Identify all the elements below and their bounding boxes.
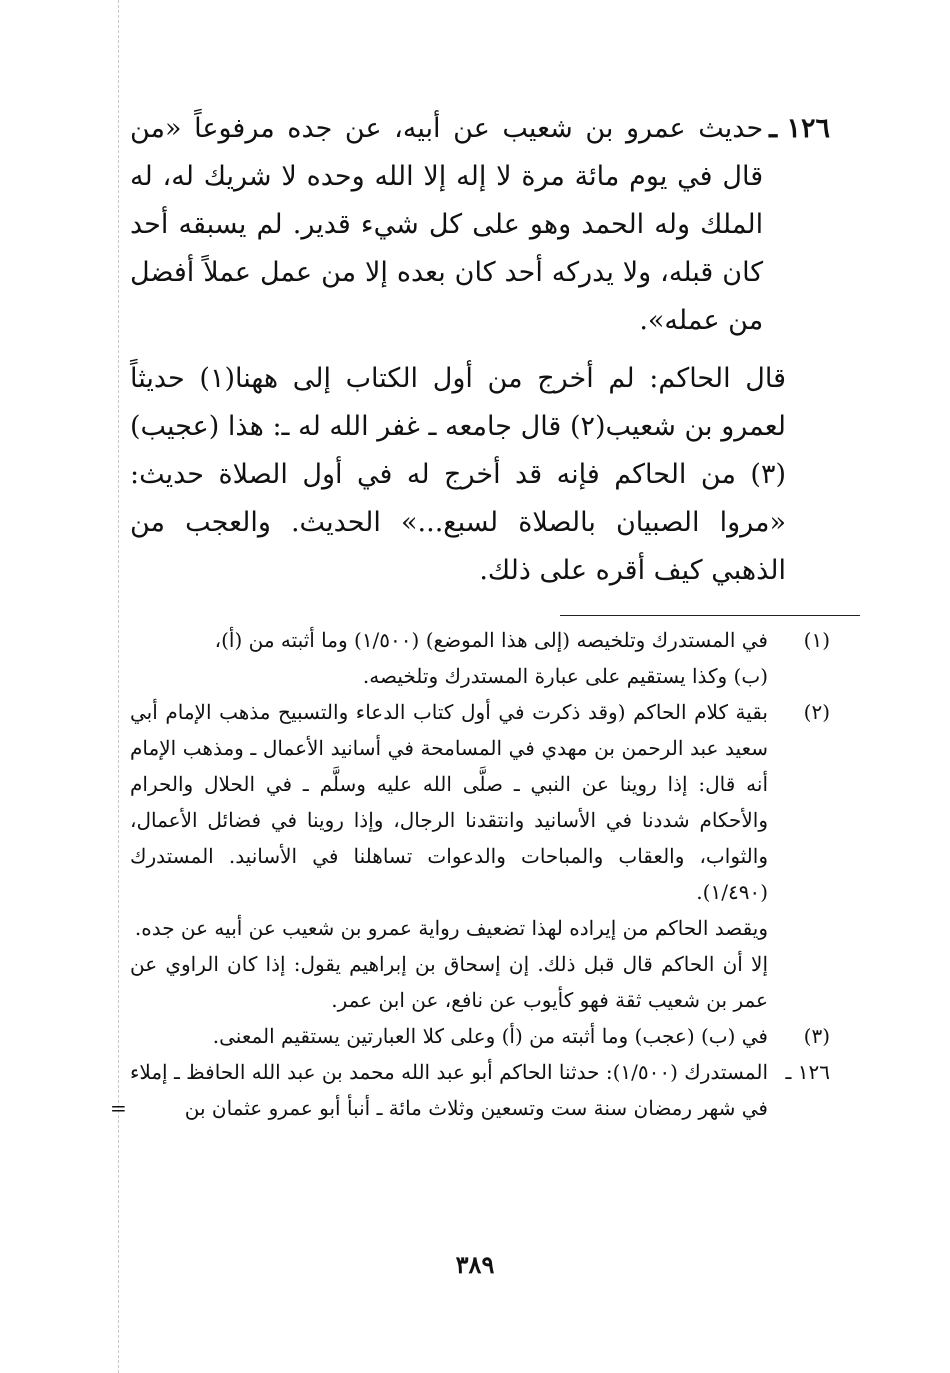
hadith-number: ١٢٦ ـ xyxy=(769,113,830,144)
book-page xyxy=(110,105,830,1126)
continuation-mark: = xyxy=(110,1096,127,1120)
source-line-2-wrap xyxy=(110,1090,830,1126)
footnote-number: (٢) xyxy=(803,700,830,724)
source-reference xyxy=(130,1054,830,1090)
footnote-body xyxy=(130,622,768,694)
footnote-line: (ب) وكذا يستقيم على عبارة المستدرك وتلخيصه. xyxy=(362,664,768,688)
footnote-2-continuation: ويقصد الحاكم من إيراده لهذا تضعيف رواية عمرو بن شعيب عن أبيه عن جده. xyxy=(134,916,768,940)
hadith-text: حديث عمرو بن شعيب عن أبيه، عن جده مرفوعاً «من قال في يوم مائة مرة لا إله إلا الله وحده لا شريك له، له الملك وله الحمد وهو على كل شيء قدير. لم يسبقه أحد كان قبله، ولا يدركه أحد كان بعده إلا من عمل عملاً أفضل من عمله». xyxy=(130,113,764,336)
page-number: ٣٨٩ xyxy=(455,1250,495,1279)
footnote-separator xyxy=(560,615,860,616)
source-line-2: في شهر رمضان سنة ست وتسعين وثلاث مائة ـ أنبأ أبو عمرو عثمان بن xyxy=(184,1096,768,1120)
footnote-separator-wrap xyxy=(130,595,830,622)
footnote-line: بقية كلام الحاكم (وقد ذكرت في أول كتاب الدعاء والتسبيح مذهب الإمام أبي سعيد عبد الرحمن بن مهدي في المسامحة في أسانيد الأعمال ـ ومذهب الإمام أنه قال: إذا روينا عن النبي ـ صلَّى الله عليه وسلَّم ـ في الحلال والحرام والأحكام شددنا في الأسانيد وانتقدنا الرجال، وإذا روينا في فضائل الأعمال، والثواب، والعقاب والمباحات والدعوات تساهلنا في الأسانيد. المستدرك (١/٤٩٠). xyxy=(130,700,768,904)
footnote-number: (٣) xyxy=(803,1024,830,1048)
source-line-1: المستدرك (١/٥٠٠): حدثنا الحاكم أبو عبد الله محمد بن عبد الله الحافظ ـ إملاء xyxy=(130,1060,768,1084)
source-number: ١٢٦ ـ xyxy=(785,1060,830,1084)
footnote-line: في المستدرك وتلخيصه (إلى هذا الموضع) (١/٥٠٠) وما أثبته من (أ)، xyxy=(214,628,768,652)
footnote-line: في (ب) (عجب) وما أثبته من (أ) وعلى كلا العبارتين يستقيم المعنى. xyxy=(212,1024,768,1048)
footnote-3 xyxy=(130,1018,830,1054)
main-text xyxy=(130,105,830,595)
footnote-2 xyxy=(130,694,830,910)
footnote-number: (١) xyxy=(803,628,830,652)
footnote-body xyxy=(130,1018,768,1054)
hakim-comment: قال الحاكم: لم أخرج من أول الكتاب إلى ههنا(١) حديثاً لعمرو بن شعيب(٢) قال جامعه ـ غفر الله له ـ: هذا (عجيب)(٣) من الحاكم فإنه قد أخرج له في أول الصلاة حديث: «مروا الصبيان بالصلاة لسبع...» الحديث. والعجب من الذهبي كيف أقره على ذلك. xyxy=(130,363,786,586)
footnotes xyxy=(110,622,830,1126)
footnote-body xyxy=(130,694,768,910)
footnote-1 xyxy=(130,622,830,694)
hadith-entry xyxy=(130,105,830,345)
scan-edge-line xyxy=(118,0,119,1373)
footnote-2-continuation: إلا أن الحاكم قال قبل ذلك. إن إسحاق بن إبراهيم يقول: إذا كان الراوي عن عمر بن شعيب ثقة فهو كأيوب عن نافع، عن ابن عمر. xyxy=(130,952,768,1012)
